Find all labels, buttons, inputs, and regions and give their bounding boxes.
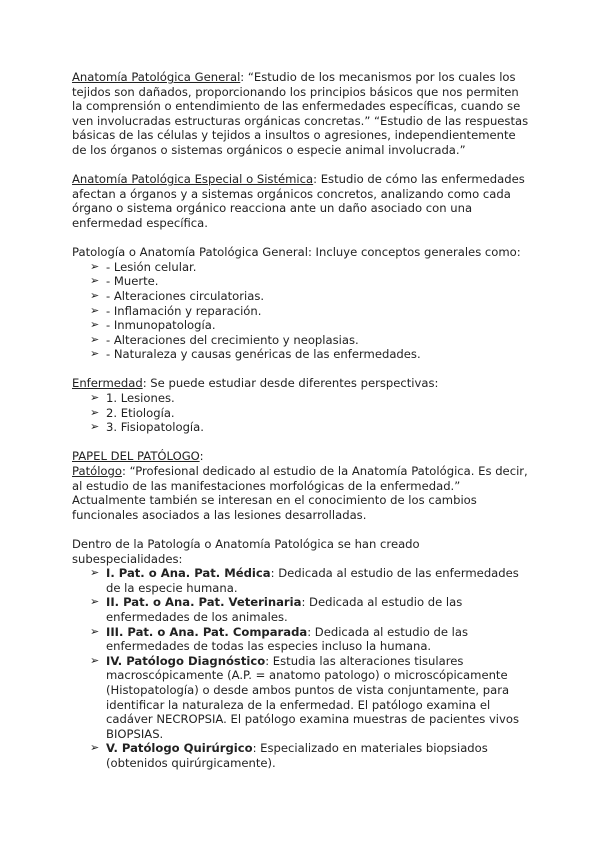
list-item: ➢ 3. Fisiopatología. (90, 420, 532, 435)
enfermedad-term: Enfermedad (72, 376, 143, 391)
subesp-text: : Estudia las alteraciones tisulares macroscópicamente (A.P. = anatomo patologo) o microscópicamente (Histopatología) o desde ambos puntos de vista conjuntamente, para identificar la naturaleza de la enfermedad. El patólogo examina el cadáver NECROPSIA. El patólogo examina muestras de pacientes vivos BIOPSIAS. (106, 653, 520, 741)
patologo-term: Patólogo (72, 464, 122, 479)
papel-heading-text: PAPEL DEL PATÓLOGO (72, 449, 200, 464)
patologo-paragraph (72, 464, 532, 493)
enfermedad-section (72, 376, 532, 434)
enfermedad-list (72, 391, 532, 435)
list-item: ➢ 2. Etiología. (90, 406, 532, 421)
conceptos-list (72, 260, 532, 362)
subesp-text: : Dedicada al estudio de las enfermedades de todas las especies incluso la humana. (106, 624, 469, 654)
subesp-title: II. Pat. o Ana. Pat. Veterinaria (106, 595, 302, 610)
list-item (90, 654, 532, 742)
conceptos-intro: Patología o Anatomía Patológica General: Incluye conceptos generales como: (72, 245, 521, 260)
papel-section (72, 449, 532, 522)
enfermedad-paragraph (72, 376, 532, 391)
list-item: ➢ - Muerte. (90, 274, 532, 289)
list-item (90, 595, 532, 624)
especial-term: Anatomía Patológica Especial o Sistémica (72, 172, 314, 187)
list-item: ➢ - Alteraciones del crecimiento y neoplasias. (90, 333, 532, 348)
document-content (72, 70, 532, 771)
list-item: ➢ - Lesión celular. (90, 260, 532, 275)
subesp-title: I. Pat. o Ana. Pat. Médica (106, 566, 271, 581)
patologo-text: : “Profesional dedicado al estudio de la Anatomía Patológica. Es decir, al estudio de las manifestaciones morfológicas de la enfermedad.” (72, 464, 528, 493)
subespecialidades-section (72, 537, 532, 771)
subesp-text: : Dedicada al estudio de las enfermedades de los animales. (106, 595, 463, 624)
subesp-intro: Dentro de la Patología o Anatomía Patológica se han creado subespecialidades: (72, 537, 420, 566)
general-term: Anatomía Patológica General (72, 70, 241, 84)
list-item (90, 741, 532, 770)
conceptos-section (72, 245, 532, 362)
subesp-title: V. Patólogo Quirúrgico (106, 741, 253, 756)
general-paragraph (72, 70, 532, 158)
list-item: ➢ 1. Lesiones. (90, 391, 532, 406)
subesp-list (72, 566, 532, 770)
patologo-extra: Actualmente también se interesan en el conocimiento de los cambios funcionales asociados a las lesiones desarrolladas. (72, 493, 477, 522)
subesp-title: III. Pat. o Ana. Pat. Comparada (106, 624, 308, 639)
enfermedad-text: : Se puede estudiar desde diferentes perspectivas: (142, 376, 439, 391)
list-item (90, 566, 532, 595)
subesp-text: : Especializado en materiales biopsiados (obtenidos quirúrgicamente). (106, 741, 488, 770)
general-text: : “Estudio de los mecanismos por los cuales los tejidos son dañados, proporcionando los principios básicos que nos permiten la comprensión o entendimiento de las enfermedades específicas, cuando se ven involucradas estructuras orgánicas concretas.” “Estudio de las respuestas básicas de las células y tejidos a insultos o agresiones, independientemente de los órganos o sistemas orgánicos o especie animal involucrada.” (72, 70, 529, 157)
list-item: ➢ - Inmunopatología. (90, 318, 532, 333)
list-item: ➢ - Alteraciones circulatorias. (90, 289, 532, 304)
papel-heading (72, 449, 532, 464)
especial-paragraph (72, 172, 532, 230)
papel-heading-suffix: : (199, 449, 204, 464)
subesp-text: : Dedicada al estudio de las enfermedades de la especie humana. (106, 566, 519, 595)
subesp-title: IV. Patólogo Diagnóstico (106, 653, 266, 668)
list-item: ➢ - Naturaleza y causas genéricas de las enfermedades. (90, 347, 532, 362)
list-item (90, 625, 532, 654)
especial-text: : Estudio de cómo las enfermedades afectan a órganos y a sistemas orgánicos concretos, analizando como cada órgano o sistema orgánico reacciona ante un daño asociado con una enfermedad específica. (72, 172, 525, 230)
list-item: ➢ - Inflamación y reparación. (90, 304, 532, 319)
